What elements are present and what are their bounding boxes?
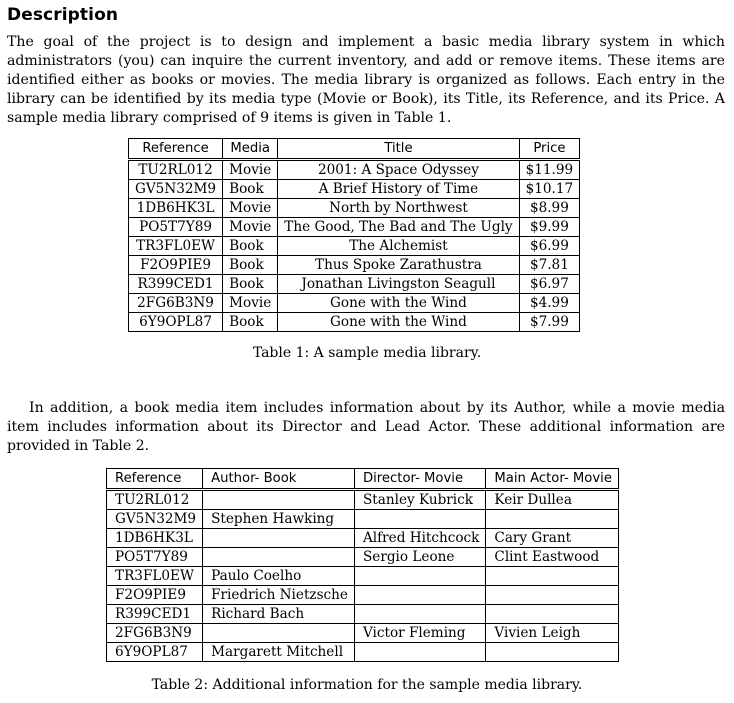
cell-title: The Alchemist xyxy=(278,237,519,256)
cell-media: Book xyxy=(223,180,278,199)
table-header-row xyxy=(107,469,619,490)
cell-title: 2001: A Space Odyssey xyxy=(278,160,519,180)
table-row xyxy=(129,180,580,199)
table-row xyxy=(129,218,580,237)
cell-main-actor xyxy=(486,510,619,529)
table1-caption: Table 1: A sample media library. xyxy=(252,345,482,361)
cell-main-actor xyxy=(486,605,619,624)
cell-director xyxy=(354,643,485,662)
table2-caption: Table 2: Additional information for the sample media library. xyxy=(151,677,583,693)
additional-info-table xyxy=(106,468,619,662)
cell-media: Movie xyxy=(223,199,278,218)
cell-title: Thus Spoke Zarathustra xyxy=(278,256,519,275)
cell-main-actor: Cary Grant xyxy=(486,529,619,548)
cell-reference: TU2RL012 xyxy=(129,160,223,180)
table-row xyxy=(107,643,619,662)
cell-price: $6.97 xyxy=(519,275,580,294)
table-row xyxy=(107,586,619,605)
cell-reference: 1DB6HK3L xyxy=(129,199,223,218)
column-header-main-actor: Main Actor- Movie xyxy=(486,469,619,490)
cell-main-actor xyxy=(486,586,619,605)
table-row xyxy=(107,548,619,567)
cell-author: Friedrich Nietzsche xyxy=(203,586,355,605)
cell-price: $4.99 xyxy=(519,294,580,313)
cell-reference: 2FG6B3N9 xyxy=(129,294,223,313)
cell-reference: 6Y9OPL87 xyxy=(129,313,223,332)
cell-title: North by Northwest xyxy=(278,199,519,218)
intro-paragraph: The goal of the project is to design and implement a basic media library system in which administrators (you) can inquire the current inventory, and add or remove items. These items are identified either as books or movies. The media library is organized as follows. Each entry in the library can be identified by its media type (Movie or Book), its Title, its Reference, and its Price. A sample media library comprised of 9 items is given in Table 1. xyxy=(7,34,725,126)
column-header-reference: Reference xyxy=(129,139,223,160)
cell-price: $7.99 xyxy=(519,313,580,332)
cell-media: Movie xyxy=(223,294,278,313)
cell-director: Alfred Hitchcock xyxy=(354,529,485,548)
cell-reference: 2FG6B3N9 xyxy=(107,624,203,643)
cell-author xyxy=(203,548,355,567)
cell-reference: 6Y9OPL87 xyxy=(107,643,203,662)
additional-info-paragraph: In addition, a book media item includes information about by its Author, while a movie media item includes information about its Director and Lead Actor. These additional information are provided in Table 2. xyxy=(7,400,725,454)
cell-director xyxy=(354,605,485,624)
cell-author xyxy=(203,529,355,548)
cell-title: Gone with the Wind xyxy=(278,294,519,313)
cell-media: Book xyxy=(223,256,278,275)
cell-main-actor xyxy=(486,567,619,586)
table-row xyxy=(107,510,619,529)
cell-director: Sergio Leone xyxy=(354,548,485,567)
table-row xyxy=(129,160,580,180)
cell-reference: R399CED1 xyxy=(107,605,203,624)
column-header-title: Title xyxy=(278,139,519,160)
table-row xyxy=(129,237,580,256)
column-header-reference: Reference xyxy=(107,469,203,490)
cell-media: Movie xyxy=(223,160,278,180)
table-row xyxy=(129,313,580,332)
column-header-author: Author- Book xyxy=(203,469,355,490)
cell-media: Movie xyxy=(223,218,278,237)
cell-author: Richard Bach xyxy=(203,605,355,624)
cell-reference: TU2RL012 xyxy=(107,490,203,510)
cell-title: Gone with the Wind xyxy=(278,313,519,332)
cell-reference: F2O9PIE9 xyxy=(129,256,223,275)
cell-price: $7.81 xyxy=(519,256,580,275)
cell-director xyxy=(354,567,485,586)
column-header-director: Director- Movie xyxy=(354,469,485,490)
column-header-media: Media xyxy=(223,139,278,160)
cell-main-actor: Keir Dullea xyxy=(486,490,619,510)
cell-director: Victor Fleming xyxy=(354,624,485,643)
cell-author xyxy=(203,490,355,510)
cell-director xyxy=(354,510,485,529)
cell-media: Book xyxy=(223,313,278,332)
table-row xyxy=(107,605,619,624)
cell-title: The Good, The Bad and The Ugly xyxy=(278,218,519,237)
section-title: Description xyxy=(7,5,119,25)
cell-reference: GV5N32M9 xyxy=(107,510,203,529)
cell-price: $9.99 xyxy=(519,218,580,237)
cell-title: A Brief History of Time xyxy=(278,180,519,199)
table-row xyxy=(107,490,619,510)
cell-price: $6.99 xyxy=(519,237,580,256)
table-header-row xyxy=(129,139,580,160)
cell-reference: F2O9PIE9 xyxy=(107,586,203,605)
cell-author: Paulo Coelho xyxy=(203,567,355,586)
table-row xyxy=(129,275,580,294)
cell-media: Book xyxy=(223,237,278,256)
cell-reference: PO5T7Y89 xyxy=(129,218,223,237)
cell-price: $8.99 xyxy=(519,199,580,218)
cell-main-actor: Clint Eastwood xyxy=(486,548,619,567)
cell-main-actor: Vivien Leigh xyxy=(486,624,619,643)
cell-main-actor xyxy=(486,643,619,662)
table-row xyxy=(107,567,619,586)
cell-director xyxy=(354,586,485,605)
cell-price: $10.17 xyxy=(519,180,580,199)
cell-reference: TR3FL0EW xyxy=(129,237,223,256)
table-row xyxy=(129,294,580,313)
cell-director: Stanley Kubrick xyxy=(354,490,485,510)
table-row xyxy=(129,256,580,275)
cell-reference: PO5T7Y89 xyxy=(107,548,203,567)
table-row xyxy=(129,199,580,218)
column-header-price: Price xyxy=(519,139,580,160)
cell-author: Margarett Mitchell xyxy=(203,643,355,662)
cell-author: Stephen Hawking xyxy=(203,510,355,529)
cell-reference: 1DB6HK3L xyxy=(107,529,203,548)
media-library-table xyxy=(128,138,580,332)
table-row xyxy=(107,529,619,548)
cell-price: $11.99 xyxy=(519,160,580,180)
cell-reference: R399CED1 xyxy=(129,275,223,294)
table-row xyxy=(107,624,619,643)
cell-reference: GV5N32M9 xyxy=(129,180,223,199)
cell-media: Book xyxy=(223,275,278,294)
cell-title: Jonathan Livingston Seagull xyxy=(278,275,519,294)
cell-reference: TR3FL0EW xyxy=(107,567,203,586)
cell-author xyxy=(203,624,355,643)
